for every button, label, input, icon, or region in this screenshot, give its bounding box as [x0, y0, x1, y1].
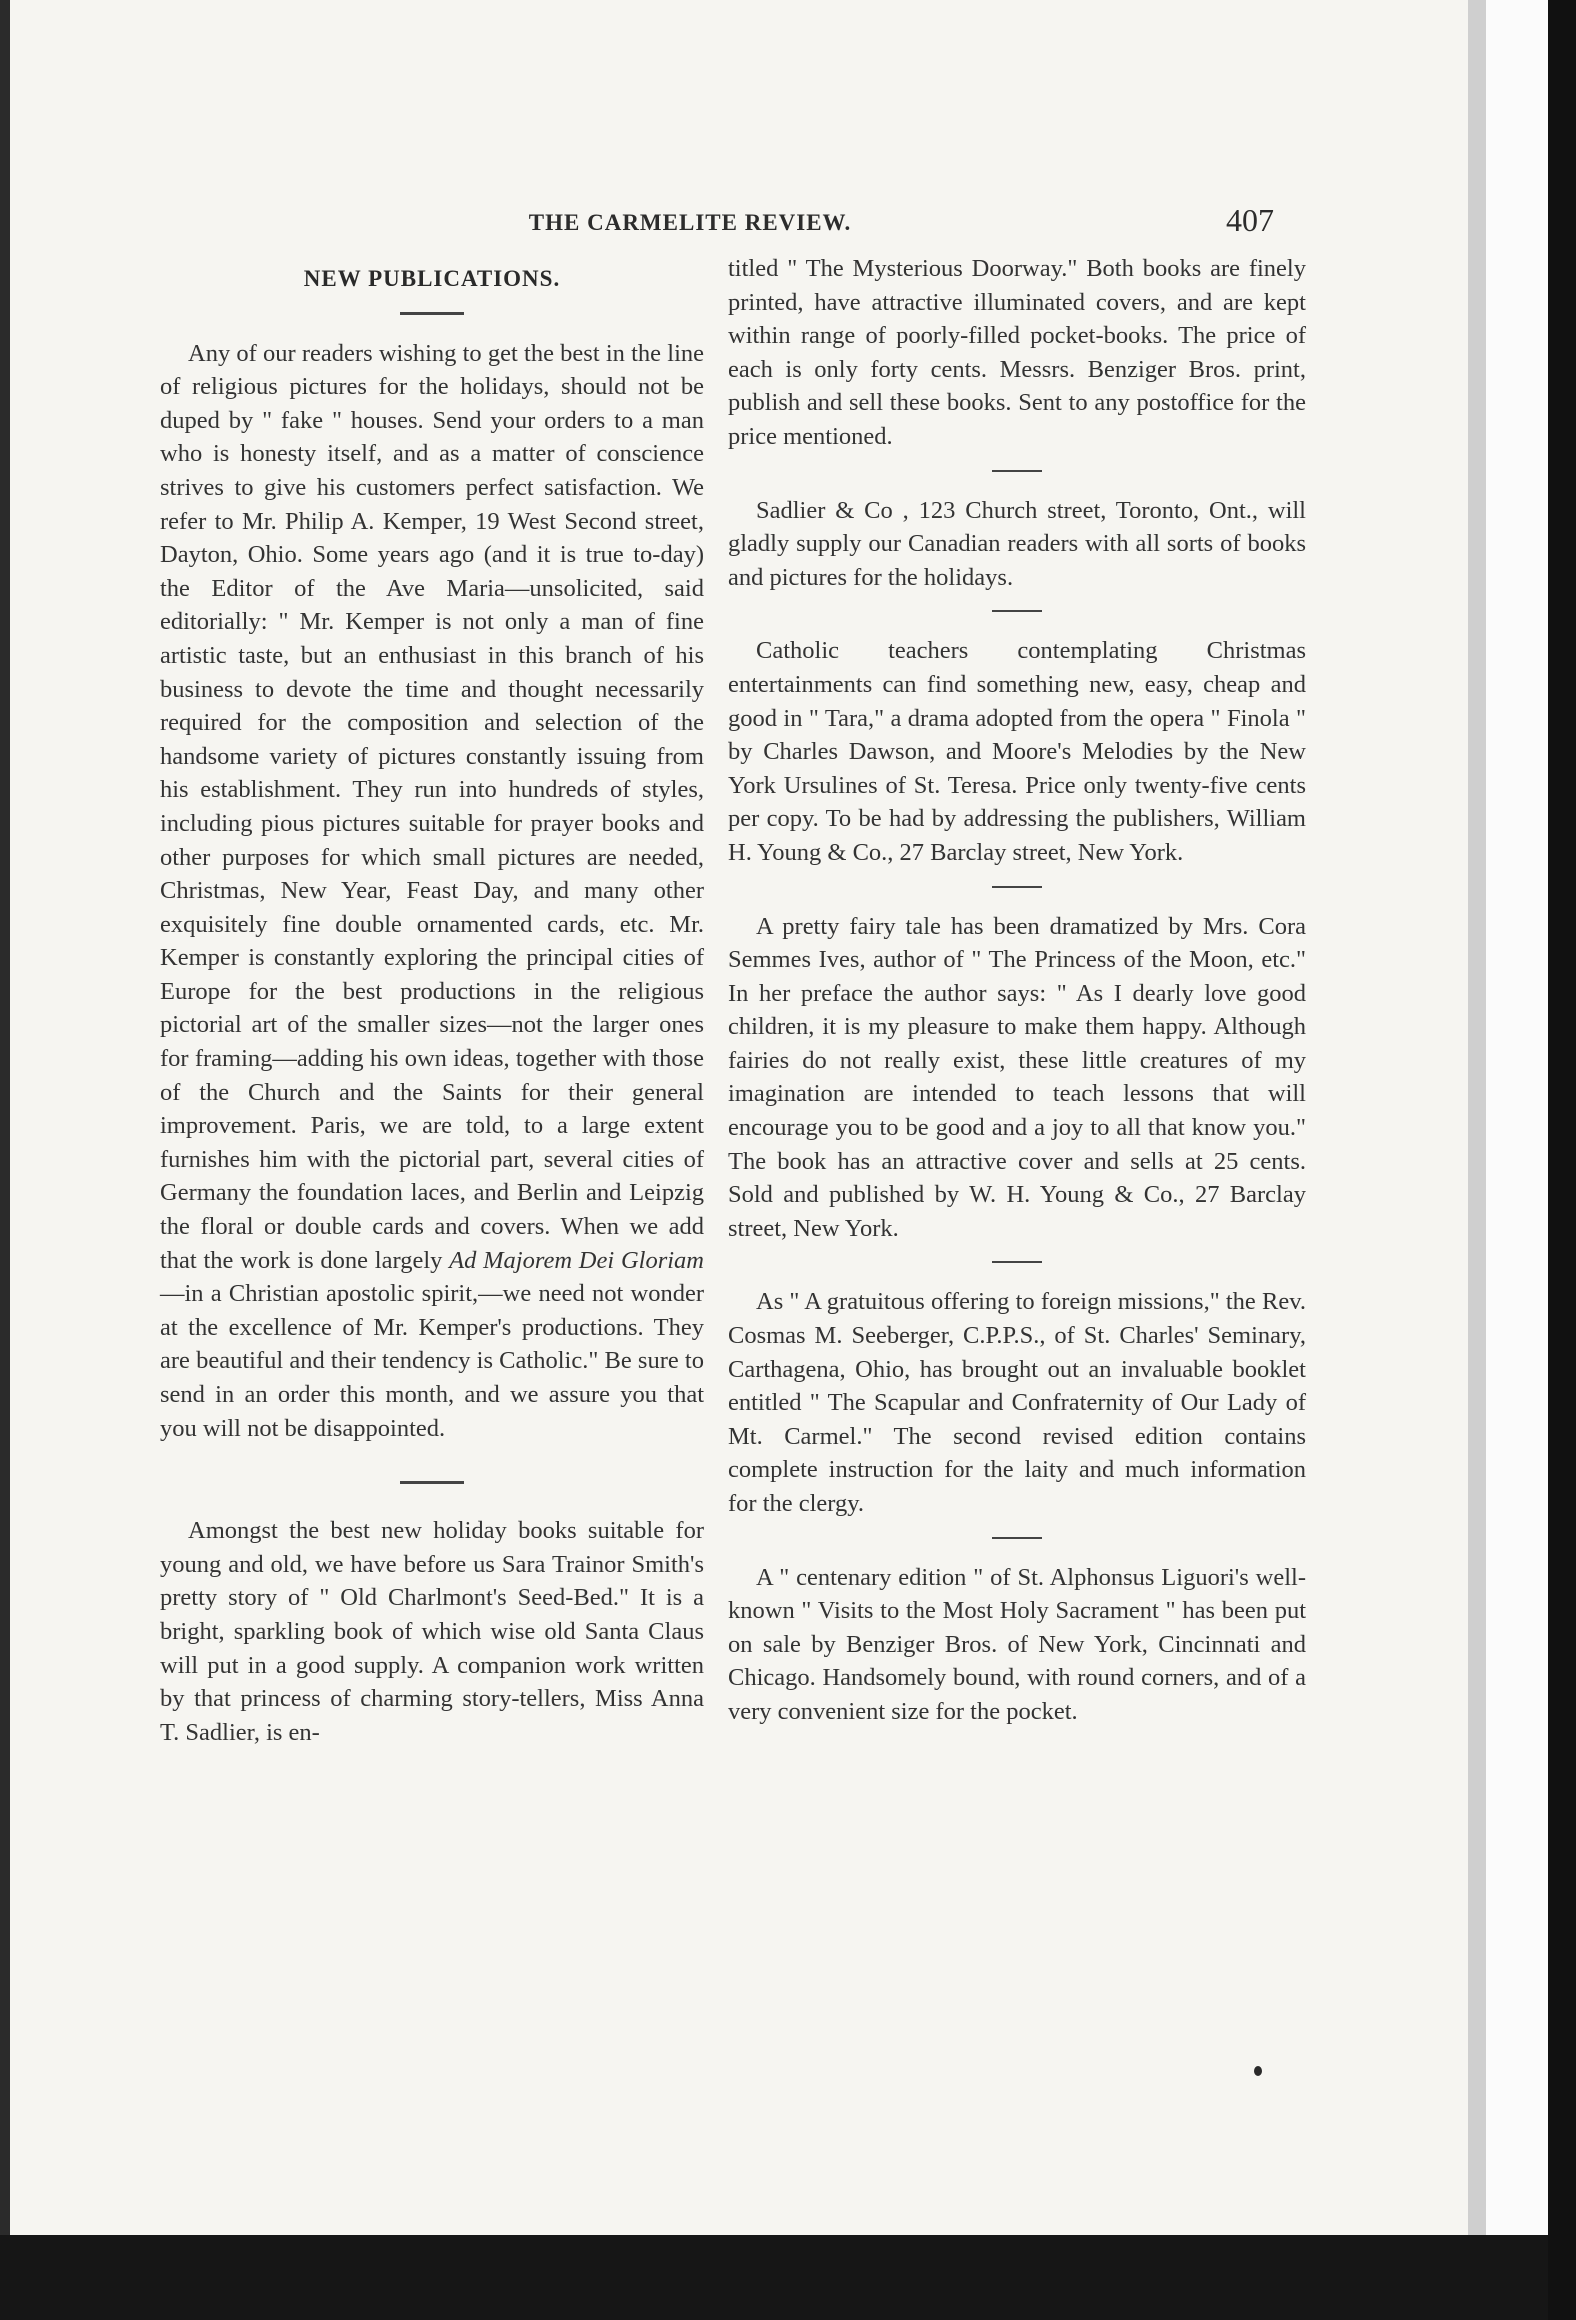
article-divider	[992, 610, 1042, 612]
scan-border-right	[1548, 0, 1576, 2320]
scan-border-bottom	[0, 2235, 1548, 2320]
left-column	[160, 262, 704, 1749]
article-divider	[992, 470, 1042, 472]
article-divider	[992, 1261, 1042, 1263]
page-number: 407	[1226, 202, 1274, 238]
page-edge-shadow	[1468, 0, 1486, 2235]
article-scapular-booklet: As " A gratuitous offering to foreign missions," the Rev. Cosmas M. Seeberger, C.P.P.S., of St. Charles' Seminary, Carthagena, Ohio, has brought out an invaluable booklet entitled " The Scapular and Confraternity of Our Lady of Mt. Carmel." The second revised edition contains complete instruction for the laity and much information for the clergy.	[728, 1288, 1306, 1517]
article-holiday-books: Amongst the best new holiday books suitable for young and old, we have before us Sara Trainor Smith's pretty story of " Old Charlmont's Seed-Bed." It is a bright, sparkling book of which wise old Santa Claus will put in a good supply. A companion work written by that princess of charming story-tellers, Miss Anna T. Sadlier, is en-	[160, 1517, 704, 1746]
article-divider	[992, 1537, 1042, 1539]
article-kemper-text-before: Any of our readers wishing to get the best in the line of religious pictures for the holidays, should not be duped by " fake " houses. Send your orders to a man who is honesty itself, and as a matter of conscience strives to give his customers perfect satisfaction. We refer to Mr. Philip A. Kemper, 19 West Second street, Dayton, Ohio. Some years ago (and it is true to-day) the Editor of the Ave Maria—unsolicited, said editorially: " Mr. Kemper is not only a man of fine artistic taste, but an enthusiast in this branch of his business to devote the time and thought necessarily required for the composition and selection of the handsome variety of pictures constantly issuing from his establishment. They run into hundreds of styles, including pious pictures suitable for prayer books and other purposes for which small pictures are needed, Christmas, New Year, Feast Day, and many other exquisitely fine double ornamented cards, etc. Mr. Kemper is constantly exploring the principal cities of Europe for the best productions in the religious pictorial art of the smaller sizes—not the larger ones for framing—adding his own ideas, together with those of the Church and the Saints for their general improvement. Paris, we are told, to a large extent furnishes him with the pictorial part, several cities of Germany the foundation laces, and Berlin and Leipzig the floral or double cards and covers. When we add that the work is done largely	[160, 339, 704, 1274]
article-mysterious-doorway: titled " The Mysterious Doorway." Both books are finely printed, have attractive illuminated covers, and are kept within range of poorly-filled pocket-books. The price of each is only forty cents. Messrs. Benziger Bros. print, publish and sell these books. Sent to any postoffice for the price mentioned.	[728, 255, 1306, 450]
article-tara-drama: Catholic teachers contemplating Christmas entertainments can find something new, easy, cheap and good in " Tara," a drama adopted from the opera " Finola " by Charles Dawson, and Moore's Melodies by the New York Ursulines of St. Teresa. Price only twenty-five cents per copy. To be had by addressing the publishers, William H. Young & Co., 27 Barclay street, New York.	[728, 637, 1306, 866]
ink-speck	[1254, 2066, 1262, 2076]
right-column	[728, 252, 1306, 1729]
article-kemper-latin-phrase: Ad Majorem Dei Gloriam	[449, 1246, 704, 1274]
article-kemper	[160, 337, 704, 1446]
article-fairy-tale: A pretty fairy tale has been dramatized by Mrs. Cora Semmes Ives, author of " The Princess of the Moon, etc." In her preface the author says: " As I dearly love good children, it is my pleasure to make them happy. Although fairies do not really exist, these little creatures of my imagination are intended to teach lessons that will encourage you to be good and a joy to all that know you." The book has an attractive cover and sells at 25 cents. Sold and published by W. H. Young & Co., 27 Barclay street, New York.	[728, 912, 1306, 1242]
article-liguori-visits: A " centenary edition " of St. Alphonsus Liguori's well-known " Visits to the Most Holy Sacrament " has been put on sale by Benziger Bros. of New York, Cincinnati and Chicago. Handsomely bound, with round corners, and of a very convenient size for the pocket.	[728, 1563, 1306, 1725]
article-divider	[992, 886, 1042, 888]
page-edge-stack	[1486, 0, 1548, 2235]
section-divider	[400, 312, 464, 315]
article-kemper-text-after: —in a Christian apostolic spirit,—we need not wonder at the excellence of Mr. Kemper's productions. They are beautiful and their tendency is Catholic." Be sure to send in an order this month, and we assure you that you will not be disappointed.	[160, 1280, 704, 1442]
article-sadlier: Sadlier & Co , 123 Church street, Toronto, Ont., will gladly supply our Canadian readers with all sorts of books and pictures for the holidays.	[728, 496, 1306, 591]
running-title: THE CARMELITE REVIEW.	[528, 210, 852, 235]
section-heading: NEW PUBLICATIONS.	[303, 266, 561, 291]
article-divider	[400, 1481, 464, 1484]
